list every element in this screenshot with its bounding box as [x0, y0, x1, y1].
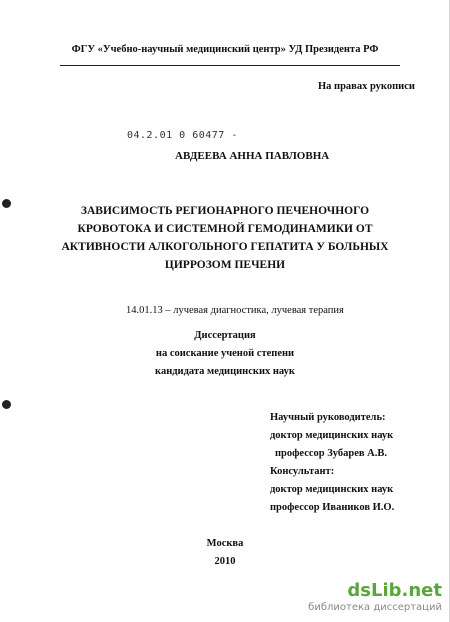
degree-purpose: на соискание ученой степени: [155, 348, 295, 359]
institution-header: ФГУ «Учебно-научный медицинский центр» УД Президента РФ: [71, 44, 379, 55]
title-line: ЗАВИСИМОСТЬ РЕГИОНАРНОГО ПЕЧЕНОЧНОГО: [80, 205, 370, 217]
city: Москва: [206, 538, 244, 549]
manuscript-note: На правах рукописи: [318, 81, 415, 92]
author-name: АВДЕЕВА АННА ПАВЛОВНА: [175, 150, 330, 162]
specialty-code: 14.01.13 – лучевая диагностика, лучевая терапия: [126, 305, 344, 316]
title-line: КРОВОТОКА И СИСТЕМНОЙ ГЕМОДИНАМИКИ ОТ: [77, 223, 373, 235]
watermark-subtitle: библиотека диссертаций: [308, 602, 442, 613]
supervisor-label: Научный руководитель:: [270, 412, 386, 423]
title-line: ЦИРРОЗОМ ПЕЧЕНИ: [164, 259, 286, 271]
consultant-name: профессор Иваников И.О.: [270, 502, 395, 513]
year: 2010: [214, 556, 236, 567]
title-line: АКТИВНОСТИ АЛКОГОЛЬНОГО ГЕПАТИТА У БОЛЬНЫХ: [61, 241, 389, 253]
supervisor-degree: доктор медицинских наук: [270, 430, 394, 441]
archive-stamp: 04.2.01 0 60477 -: [127, 130, 238, 141]
supervisor-name: профессор Зубарев А.В.: [275, 448, 388, 459]
degree-rank: кандидата медицинских наук: [155, 366, 295, 377]
consultant-label: Консультант:: [270, 466, 335, 477]
degree-type: Диссертация: [194, 330, 256, 341]
consultant-degree: доктор медицинских наук: [270, 484, 394, 495]
watermark: [308, 581, 442, 614]
watermark-brand: dsLib.net: [347, 580, 442, 601]
header-rule: [60, 65, 400, 66]
punch-hole: [2, 400, 11, 409]
